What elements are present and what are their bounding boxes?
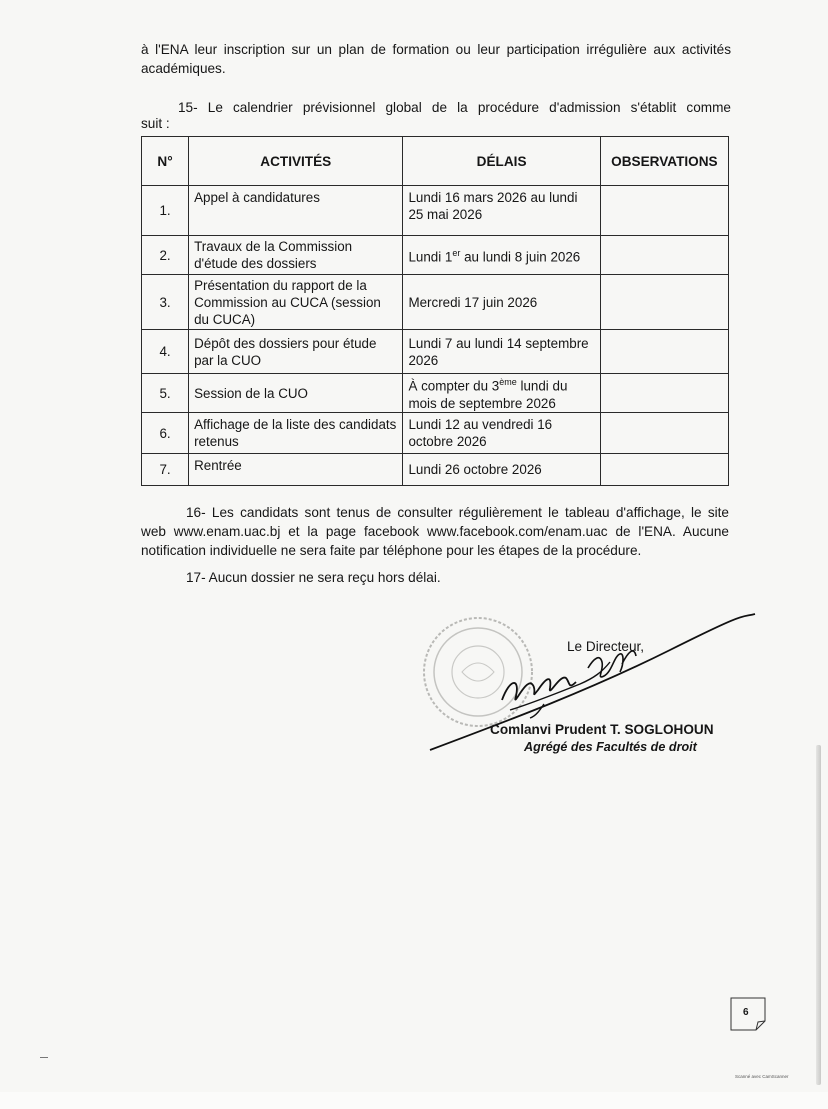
table-header-row <box>142 137 729 186</box>
table-row <box>142 330 729 374</box>
table-row <box>142 454 729 486</box>
signatory-name: Comlanvi Prudent T. SOGLOHOUN <box>490 722 714 737</box>
row-num: 3. <box>142 275 189 330</box>
row-num: 1. <box>142 186 189 236</box>
article-16-line-3: notification individuelle ne sera faite par téléphone pour les étapes de la procédure. <box>141 543 642 558</box>
row-activite: Présentation du rapport de la Commission au CUCA (session du CUCA) <box>189 275 403 330</box>
header-num: N° <box>142 137 189 186</box>
row-observation <box>600 374 728 413</box>
row-num: 7. <box>142 454 189 486</box>
intro-line-1: à l'ENA leur inscription sur un plan de formation ou leur participation irrégulière aux activités <box>141 42 731 57</box>
article-15-line-1: 15- Le calendrier prévisionnel global de la procédure d'admission s'établit comme <box>178 100 731 115</box>
article-17-paragraph: 17- Aucun dossier ne sera reçu hors délai. <box>186 570 441 585</box>
row-delai: Lundi 12 au vendredi 16 octobre 2026 <box>403 413 600 454</box>
row-activite: Travaux de la Commission d'étude des dossiers <box>189 236 403 275</box>
row-delai: Lundi 16 mars 2026 au lundi 25 mai 2026 <box>403 186 600 236</box>
row-observation <box>600 186 728 236</box>
page-number: 6 <box>743 1007 749 1018</box>
row-delai: À compter du 3ème lundi du mois de septembre 2026 <box>403 374 600 413</box>
row-activite: Appel à candidatures <box>189 186 403 236</box>
header-activites: ACTIVITÉS <box>189 137 403 186</box>
row-observation <box>600 454 728 486</box>
article-16-line-2: web www.enam.uac.bj et la page facebook www.facebook.com/enam.uac de l'ENA. Aucune <box>141 524 729 539</box>
row-activite: Affichage de la liste des candidats retenus <box>189 413 403 454</box>
row-observation <box>600 275 728 330</box>
header-delais: DÉLAIS <box>403 137 600 186</box>
table-row <box>142 236 729 275</box>
row-activite: Dépôt des dossiers pour étude par la CUO <box>189 330 403 374</box>
table-row <box>142 413 729 454</box>
row-observation <box>600 236 728 275</box>
row-activite: Rentrée <box>189 454 403 486</box>
table-row <box>142 374 729 413</box>
row-num: 6. <box>142 413 189 454</box>
scanner-watermark: Scanné avec CamScanner <box>735 1074 789 1079</box>
row-delai: Mercredi 17 juin 2026 <box>403 275 600 330</box>
row-observation <box>600 330 728 374</box>
page-edge-shadow <box>816 745 821 1085</box>
intro-line-2: académiques. <box>141 61 226 76</box>
table-row <box>142 186 729 236</box>
row-num: 2. <box>142 236 189 275</box>
intro-paragraph <box>141 40 731 78</box>
scan-mark <box>40 1057 48 1058</box>
row-observation <box>600 413 728 454</box>
row-delai: Lundi 26 octobre 2026 <box>403 454 600 486</box>
row-delai: Lundi 1er au lundi 8 juin 2026 <box>403 236 600 275</box>
handwritten-signature-icon <box>420 610 760 760</box>
signatory-role: Le Directeur, <box>567 639 645 654</box>
calendar-table <box>141 136 729 486</box>
row-num: 5. <box>142 374 189 413</box>
article-16-line-1: 16- Les candidats sont tenus de consulter régulièrement le tableau d'affichage, le site <box>186 505 729 520</box>
signatory-title: Agrégé des Facultés de droit <box>524 740 697 754</box>
row-activite: Session de la CUO <box>189 374 403 413</box>
article-16-paragraph <box>141 503 729 560</box>
row-delai: Lundi 7 au lundi 14 septembre 2026 <box>403 330 600 374</box>
row-num: 4. <box>142 330 189 374</box>
page-bottom-band <box>0 1092 828 1109</box>
article-15-line-2: suit : <box>141 116 170 131</box>
table-row <box>142 275 729 330</box>
header-observations: OBSERVATIONS <box>600 137 728 186</box>
